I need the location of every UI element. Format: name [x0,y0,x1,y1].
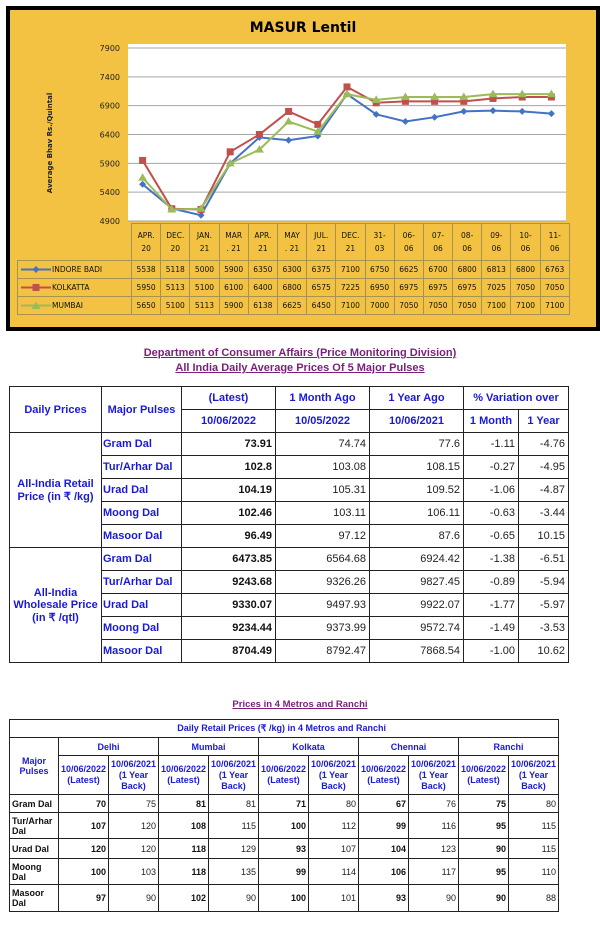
metros-caption: Daily Retail Prices (₹ /kg) in 4 Metros and Ranchi [10,720,559,738]
header-latest-date: 10/06/2022 (Latest) [459,756,509,795]
x-tick-label [277,224,306,261]
header-month-ago-date: 10/05/2022 [276,410,370,433]
chart-data-table [17,223,570,315]
latest-price: 108 [159,813,209,839]
data-label: 5113 [161,279,190,297]
latest-price: 96.49 [182,525,276,548]
table-row [10,433,569,456]
data-label: 7050 [394,297,423,315]
header-month-ago: 1 Month Ago [276,387,370,410]
year-back-price: 76 [409,795,459,813]
pulse-name: Masoor Dal [10,885,59,912]
variation-month: -1.00 [464,640,519,663]
year-ago-price: 9827.45 [370,571,464,594]
header-year-back-date: 10/06/2021 (1 Year Back) [109,756,159,795]
variation-year: -5.97 [519,594,569,617]
year-back-price: 90 [409,885,459,912]
variation-year: 10.62 [519,640,569,663]
plot-area [128,44,566,221]
variation-month: -1.77 [464,594,519,617]
data-label: 6975 [453,279,482,297]
header-year-back-date: 10/06/2021 (1 Year Back) [309,756,359,795]
department-heading: Department of Consumer Affairs (Price Monitoring Division) [143,347,457,359]
variation-month: -0.65 [464,525,519,548]
header-latest-date: 10/06/2022 (Latest) [159,756,209,795]
x-tick-line1: 10- [519,231,532,240]
month-ago-price: 97.12 [276,525,370,548]
data-label: 7050 [453,297,482,315]
price-group-label: All-India Wholesale Price (in ₹ /qtl) [10,548,102,663]
data-label: 6625 [277,297,306,315]
x-tick-line2: 06 [549,244,560,253]
latest-price: 106 [359,859,409,885]
data-label: 6375 [307,261,336,279]
table-row [10,813,559,839]
table-corner [18,224,132,261]
x-tick-label [365,224,394,261]
x-tick-line1: 08- [461,231,474,240]
header-year-back-date: 10/06/2021 (1 Year Back) [509,756,559,795]
latest-price: 118 [159,839,209,859]
variation-year: -3.44 [519,502,569,525]
x-tick-line1: DEC. [341,231,360,240]
y-tick-label: 5400 [99,188,120,198]
data-label: 6300 [277,261,306,279]
x-tick-label [394,224,423,261]
x-tick-label [307,224,336,261]
legend-swatch-icon [21,265,51,274]
year-ago-price: 106.11 [370,502,464,525]
x-tick-label [540,224,569,261]
header-var-month: 1 Month [464,410,519,433]
latest-price: 73.91 [182,433,276,456]
x-tick-line2: 06 [520,244,531,253]
x-tick-line2: . 21 [226,244,241,253]
y-tick-label: 6900 [99,101,120,111]
y-tick-label: 6400 [99,130,120,140]
data-label: 6800 [511,261,540,279]
data-label: 6100 [219,279,248,297]
latest-price: 75 [459,795,509,813]
pulse-name: Tur/Arhar Dal [10,813,59,839]
latest-price: 81 [159,795,209,813]
latest-price: 9330.07 [182,594,276,617]
table-row [10,859,559,885]
data-point [285,108,292,115]
latest-price: 90 [459,885,509,912]
latest-price: 102.46 [182,502,276,525]
metros-heading: Prices in 4 Metros and Ranchi [232,699,368,710]
x-tick-line2: 06 [433,244,443,253]
x-tick-line2: . 21 [284,244,300,253]
data-label: 6575 [307,279,336,297]
header-year-ago: 1 Year Ago [370,387,464,410]
latest-price: 100 [259,813,309,839]
pulse-name: Moong Dal [102,502,182,525]
header-year-back-date: 10/06/2021 (1 Year Back) [209,756,259,795]
chart-title: MASUR Lentil [249,20,357,36]
data-label: 6975 [394,279,423,297]
year-back-price: 101 [309,885,359,912]
legend-entry [18,297,132,315]
header-latest-date: 10/06/2022 (Latest) [259,756,309,795]
header-var-year: 1 Year [519,410,569,433]
data-label: 7050 [540,279,569,297]
x-tick-line2: 06 [491,244,502,253]
x-tick-line1: APR. [254,231,272,240]
variation-year: 10.15 [519,525,569,548]
year-back-price: 115 [509,813,559,839]
year-back-price: 114 [309,859,359,885]
data-label: 6450 [307,297,336,315]
x-tick-label [248,224,277,261]
header-latest: (Latest) [182,387,276,410]
x-tick-line2: 21 [345,244,356,253]
pulses-price-table [9,386,569,663]
month-ago-price: 103.08 [276,456,370,479]
pulse-name: Urad Dal [102,479,182,502]
data-label: 6800 [453,261,482,279]
y-tick-label: 5900 [99,159,120,169]
variation-year: -4.76 [519,433,569,456]
data-label: 7050 [423,297,452,315]
pulse-name: Gram Dal [102,548,182,571]
x-tick-line2: 06 [462,244,472,253]
data-label: 7100 [336,297,365,315]
y-tick-label: 4900 [99,217,120,226]
header-latest-date: 10/06/2022 [182,410,276,433]
series-row [18,261,570,279]
pulse-name: Urad Dal [10,839,59,859]
data-label: 6950 [365,279,394,297]
data-label: 6138 [248,297,277,315]
x-tick-line1: JUL. [314,231,329,240]
latest-price: 118 [159,859,209,885]
x-tick-label [132,224,161,261]
year-back-price: 115 [509,839,559,859]
year-back-price: 115 [209,813,259,839]
legend-swatch-icon [21,301,51,310]
x-tick-line2: 20 [141,244,151,253]
data-label: 5900 [219,261,248,279]
series-row [18,279,570,297]
x-tick-label [219,224,248,261]
data-label: 6400 [248,279,277,297]
data-label: 7100 [482,297,511,315]
legend-label: MUMBAI [52,300,83,310]
year-ago-price: 77.6 [370,433,464,456]
year-back-price: 110 [509,859,559,885]
data-label: 7025 [482,279,511,297]
legend-label: KOLKATTA [52,282,90,292]
city-header: Ranchi [459,738,559,756]
variation-month: -1.06 [464,479,519,502]
latest-price: 99 [359,813,409,839]
data-label: 6975 [423,279,452,297]
variation-year: -3.53 [519,617,569,640]
city-header: Chennai [359,738,459,756]
data-point [139,157,146,164]
variation-month: -0.89 [464,571,519,594]
table-row [10,839,559,859]
x-tick-label [453,224,482,261]
month-ago-price: 8792.47 [276,640,370,663]
year-back-price: 103 [109,859,159,885]
year-ago-price: 9572.74 [370,617,464,640]
year-back-price: 123 [409,839,459,859]
city-header: Kolkata [259,738,359,756]
price-group-label: All-India Retail Price (in ₹ /kg) [10,433,102,548]
x-tick-line2: 21 [199,244,210,253]
pulse-name: Urad Dal [102,594,182,617]
legend-label: INDORE BADI [52,264,103,274]
pulse-name: Gram Dal [102,433,182,456]
year-back-price: 117 [409,859,459,885]
x-tick-line2: 06 [404,244,414,253]
data-label: 6800 [277,279,306,297]
x-tick-line2: 20 [170,244,181,253]
year-ago-price: 109.52 [370,479,464,502]
data-point [344,83,351,90]
year-back-price: 120 [109,839,159,859]
latest-price: 71 [259,795,309,813]
data-label: 5538 [132,261,161,279]
header-year-ago-date: 10/06/2021 [370,410,464,433]
year-back-price: 107 [309,839,359,859]
legend-entry [18,261,132,279]
latest-price: 102.8 [182,456,276,479]
year-back-price: 80 [309,795,359,813]
data-point [256,131,263,138]
table-row [10,885,559,912]
x-tick-line1: JAN. [196,231,213,240]
data-label: 6763 [540,261,569,279]
data-label: 5900 [219,297,248,315]
latest-price: 104.19 [182,479,276,502]
x-tick-label [336,224,365,261]
latest-price: 93 [259,839,309,859]
data-label: 5650 [132,297,161,315]
month-ago-price: 6564.68 [276,548,370,571]
latest-price: 102 [159,885,209,912]
data-label: 5118 [161,261,190,279]
variation-month: -1.38 [464,548,519,571]
header-year-back-date: 10/06/2021 (1 Year Back) [409,756,459,795]
year-back-price: 90 [109,885,159,912]
pulse-name: Masoor Dal [102,640,182,663]
header-major-pulses: Major Pulses [102,387,182,433]
data-label: 6700 [423,261,452,279]
month-ago-price: 9373.99 [276,617,370,640]
header-variation: % Variation over [464,387,569,410]
legend-swatch-icon [21,283,51,292]
year-back-price: 112 [309,813,359,839]
data-label: 7100 [511,297,540,315]
chart-panel [6,6,600,331]
data-label: 5950 [132,279,161,297]
month-ago-price: 9326.26 [276,571,370,594]
year-ago-price: 6924.42 [370,548,464,571]
data-point [227,148,234,155]
pulse-name: Tur/Arhar Dal [102,456,182,479]
year-ago-price: 9922.07 [370,594,464,617]
latest-price: 90 [459,839,509,859]
data-label: 7225 [336,279,365,297]
data-label: 5100 [190,279,219,297]
x-tick-line1: APR. [137,231,155,240]
pulse-name: Moong Dal [10,859,59,885]
year-ago-price: 87.6 [370,525,464,548]
latest-price: 8704.49 [182,640,276,663]
month-ago-price: 105.31 [276,479,370,502]
latest-price: 107 [59,813,109,839]
year-back-price: 90 [209,885,259,912]
variation-year: -6.51 [519,548,569,571]
x-tick-line1: 31- [373,231,386,240]
pulses-heading: All India Daily Average Prices Of 5 Major Pulses [175,362,425,374]
year-ago-price: 108.15 [370,456,464,479]
year-back-price: 80 [509,795,559,813]
x-tick-line1: MAY [284,231,300,240]
data-label: 6625 [394,261,423,279]
year-back-price: 120 [109,813,159,839]
x-tick-line2: 21 [258,244,268,253]
month-ago-price: 74.74 [276,433,370,456]
data-label: 6813 [482,261,511,279]
year-back-price: 75 [109,795,159,813]
header-latest-date: 10/06/2022 (Latest) [359,756,409,795]
data-label: 7100 [336,261,365,279]
data-label: 6750 [365,261,394,279]
variation-month: -0.63 [464,502,519,525]
x-tick-label [161,224,190,261]
legend-entry [18,279,132,297]
header-major-pulses: Major Pulses [10,738,59,795]
variation-month: -1.11 [464,433,519,456]
x-tick-line1: 09- [490,231,503,240]
pulse-name: Moong Dal [102,617,182,640]
data-label: 7100 [540,297,569,315]
variation-year: -5.94 [519,571,569,594]
latest-price: 6473.85 [182,548,276,571]
year-back-price: 129 [209,839,259,859]
city-header: Mumbai [159,738,259,756]
year-back-price: 88 [509,885,559,912]
pulse-name: Gram Dal [10,795,59,813]
latest-price: 95 [459,813,509,839]
latest-price: 93 [359,885,409,912]
series-row [18,297,570,315]
data-label: 6350 [248,261,277,279]
x-tick-line1: DEC. [166,231,185,240]
year-back-price: 81 [209,795,259,813]
variation-year: -4.87 [519,479,569,502]
y-tick-label: 7400 [99,72,120,82]
latest-price: 9234.44 [182,617,276,640]
x-tick-line1: 06- [402,231,415,240]
year-back-price: 116 [409,813,459,839]
latest-price: 100 [259,885,309,912]
data-label: 5000 [190,261,219,279]
y-axis-label: Average Bhav Rs./Quintal [46,92,54,194]
latest-price: 104 [359,839,409,859]
latest-price: 95 [459,859,509,885]
latest-price: 70 [59,795,109,813]
data-label: 7050 [511,279,540,297]
header-daily-prices: Daily Prices [10,387,102,433]
metros-price-table [9,719,559,912]
latest-price: 120 [59,839,109,859]
year-ago-price: 7868.54 [370,640,464,663]
data-label: 7000 [365,297,394,315]
variation-month: -0.27 [464,456,519,479]
pulse-name: Tur/Arhar Dal [102,571,182,594]
x-tick-label [511,224,540,261]
latest-price: 99 [259,859,309,885]
city-header: Delhi [59,738,159,756]
variation-year: -4.95 [519,456,569,479]
data-label: 5113 [190,297,219,315]
header-latest-date: 10/06/2022 (Latest) [59,756,109,795]
x-tick-label [482,224,511,261]
latest-price: 97 [59,885,109,912]
y-tick-label: 7900 [99,44,120,53]
table-row [10,548,569,571]
latest-price: 100 [59,859,109,885]
month-ago-price: 103.11 [276,502,370,525]
x-tick-line1: 07- [431,231,445,240]
x-tick-line2: 21 [316,244,326,253]
x-tick-line2: 03 [374,244,385,253]
x-tick-label [423,224,452,261]
pulse-name: Masoor Dal [102,525,182,548]
data-label: 5100 [161,297,190,315]
x-tick-line1: MAR [225,231,243,240]
latest-price: 67 [359,795,409,813]
x-tick-line1: 11- [548,231,561,240]
x-tick-label [190,224,219,261]
table-row [10,795,559,813]
variation-month: -1.49 [464,617,519,640]
year-back-price: 135 [209,859,259,885]
month-ago-price: 9497.93 [276,594,370,617]
latest-price: 9243.68 [182,571,276,594]
